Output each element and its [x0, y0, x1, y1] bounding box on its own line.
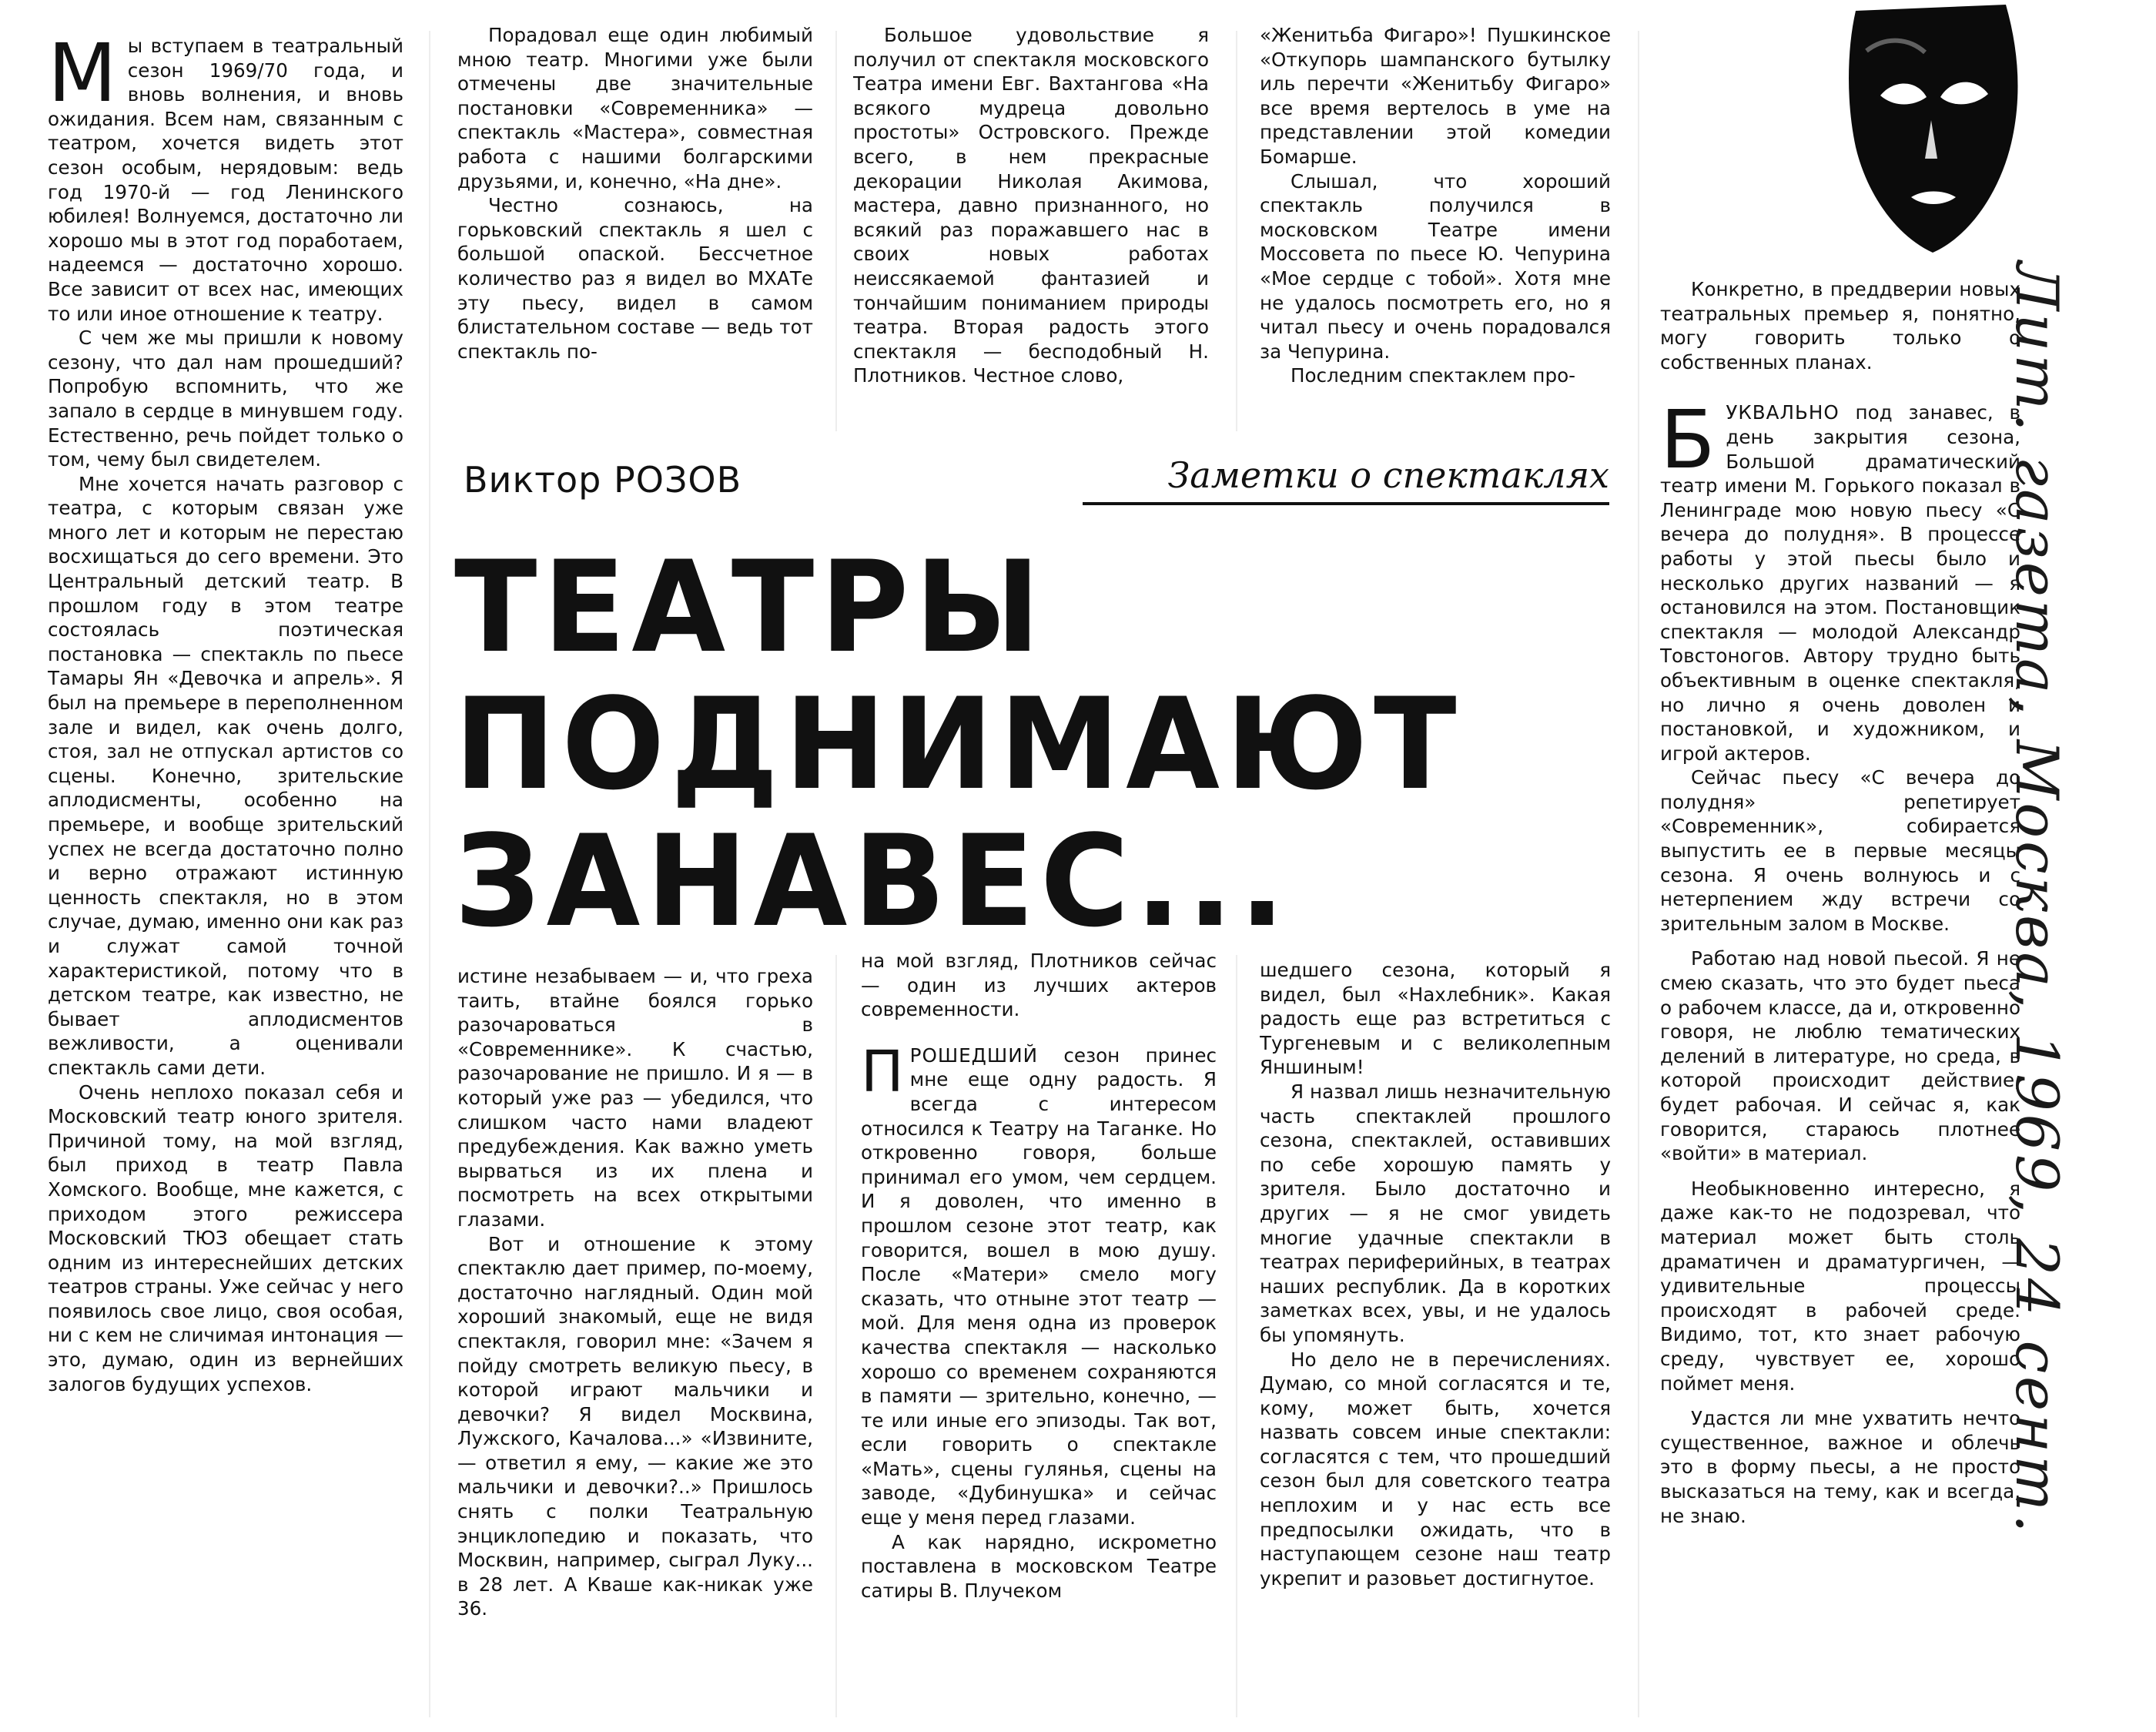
dropcap-letter: П — [861, 1038, 904, 1105]
column-4-bottom — [1260, 958, 1611, 1720]
paragraph: Честно сознаюсь, на горьковский спектакль я шел с большой опаской. Бессчетное количество раз я видел во МХАТе эту пьесу, видел в самом блистательном составе — ведь тот спектакль по- — [457, 194, 813, 363]
paragraph: Удастся ли мне ухватить нечто существенное, важное и облечь это в форму пьесы, а не просто высказаться на тему, как и всегда, не знаю. — [1660, 1407, 2020, 1527]
rubric: Заметки о спектаклях — [1083, 454, 1609, 505]
column-3-bottom — [861, 949, 1217, 1719]
paragraph: Последним спектаклем про- — [1291, 364, 1576, 387]
column-3-top — [853, 23, 1209, 424]
headline-line-2: ПОДНИМАЮТ — [454, 671, 1463, 818]
paragraph: Порадовал еще один любимый мною театр. Многими уже были отмечены две значительные постановки «Современника» — спектакль «Мастера», совместная работа с нашими болгарскими друзьями, и, конечно, «На дне». — [457, 24, 813, 193]
headline-line-1: ТЕАТРЫ — [454, 534, 1046, 681]
column-4-top — [1260, 23, 1611, 424]
column-2-bottom — [457, 964, 813, 1719]
dropcap-letter: М — [48, 34, 117, 120]
theatre-mask-illustration — [1840, 5, 2025, 255]
paragraph: истине незабываем — и, что греха таить, втайне боялся горько разочароваться в «Современнике». К счастью, разочарование не пришло. И я — в который уже раз — убедился, что слишком часто нами владеют предубеждения. Как важно уметь вырваться из их плена и посмотреть на всех открытыми глазами. — [457, 965, 813, 1231]
paragraph: Работаю над новой пьесой. Я не смею сказать, что это будет пьеса о рабочем классе, да и, откровенно говоря, не люблю тематических делений в литературе, но среда, в которой происходит действие, будет рабочая. И сейчас я, как говорится, стараюсь плотнее «войти» в материал. — [1660, 947, 2020, 1165]
paragraph: С чем же мы пришли к новому сезону, что дал нам прошедший? Попробую вспомнить, что же запало в сердце в минувшем году. Естественно, речь пойдет только о том, чему был свидетелем. — [48, 327, 403, 471]
paragraph: Большое удовольствие я получил от спектакля московского Театра имени Евг. Вахтангова «На всякого мудреца довольно простоты» Островского. Прежде всего, в нем прекрасные декорации Николая Акимова, мастера, давно признанного, но всякий раз поражавшего нас в своих новых работах неиссякаемой фантазией и тончайшим пониманием природы театра. Вторая радость этого спектакля — бесподобный Н. Плотников. Честное слово, — [853, 24, 1209, 387]
paragraph: Мне хочется начать разговор с театра, с которым связан уже много лет и которым не перестаю восхищаться до сего времени. Это Центральный детский театр. В прошлом году в этом театре состоялась поэтическая постановка — спектакль по пьесе Тамары Ян «Девочка и апрель». Я был на премьере в переполненном зале и видел, как очень долго, стоя, зал не отпускал артистов со сцены. Конечно, зрительские аплодисменты, особенно на премьере, и вообще зрительский успех не всегда достаточно полно и верно отражают истинную ценность спектакля, но в этом случае, думаю, именно они как раз и служат самой точной характеристикой, потому что в детском театре, как известно, не бывает аплодисментов вежливости, а оценивали спектакль сами дети. — [48, 472, 403, 1079]
paragraph: Мы вступаем в театральный сезон 1969/70 года, и вновь волнения, и вновь ожидания. Всем нам, связанным с театром, хочется видеть этот сезон особым, нерядовым: ведь год 1970-й — год Ленинского юбилея! Волнуемся, достаточно ли хорошо мы в этот год поработаем, надеемся — достаточно хорошо. Все зависит от всех нас, имеющих то или иное отношение к театру. — [48, 34, 403, 325]
paragraph: Конкретно, в преддверии новых театральных премьер я, понятно, могу говорить только о собственных планах. — [1660, 278, 2020, 374]
paragraph: на мой взгляд, Плотников сейчас — один из лучших актеров современности. — [861, 950, 1217, 1021]
paragraph: ПРОШЕДШИЙ сезон принес мне еще одну радость. Я всегда с интересом относился к Театру на Таганке. Но откровенно говоря, больше принимал его умом, чем сердцем. И я доволен, что именно в прошлом сезоне этот театр, как говорится, вошел в мою душу. После «Матери» смело могу сказать, что отныне этот театр — мой. Для меня одна из проверок качества спектакля — насколько хорошо со временем сохраняются в памяти — зрительно, конечно, — те или иные его эпизоды. Так вот, если говорить о спектакле «Мать», сцены гулянья, сцены на заводе, «Дубинушка» и сейчас еще у меня перед глазами. — [861, 1038, 1217, 1529]
headline — [454, 534, 1463, 955]
byline: Виктор РОЗОВ — [464, 459, 742, 501]
paragraph: Я назвал лишь незначительную часть спектаклей прошлого сезона, спектаклей, оставивших по себе хорошую память у зрителя. Было достаточно и других — я не смог увидеть многие удачные спектакли в театрах периферийных, в театрах наших республик. Да в коротких заметках всех, увы, и не удалось бы упомянуть. — [1260, 1080, 1611, 1346]
paragraph: А как нарядно, искрометно поставлена в московском Театре сатиры В. Плучеком — [861, 1530, 1217, 1602]
paragraph: Слышал, что хороший спектакль получился в московском Театре имени Моссовета по пьесе Ю. Чепурина «Мое сердце с тобой». Хотя мне не удалось посмотреть его, но я читал пьесу и очень порадовался за Чепурина. — [1260, 169, 1611, 363]
paragraph: Вот и отношение к этому спектаклю дает пример, по-моему, достаточно наглядный. Один мой хороший знакомый, еще не видя спектакля, говорил мне: «Зачем я пойду смотреть великую пьесу, в которой играют мальчики и девочки? Я видел Москвина, Лужского, Качалова...» «Извините, — ответил я ему, — какие же это мальчики и девочки?..» Пришлось снять с полки Театральную энциклопедию и показать, что Москвин, например, сыграл Луку... в 28 лет. А Кваше как-никак уже 36. — [457, 1232, 813, 1620]
column-2-top — [457, 23, 813, 424]
paragraph: шедшего сезона, который я видел, был «Нахлебник». Какая радость еще раз встретиться с Тургеневым и с великолепным Яншиным! — [1260, 959, 1611, 1079]
paragraph: «Женитьба Фигаро»! Пушкинское «Откупорь шампанского бутылку иль перечти «Женитьбу Фигаро» все время вертелось в уме на представлении этой комедии Бомарше. — [1260, 24, 1611, 168]
paragraph: Сейчас пьесу «С вечера до полудня» репетирует «Современник», собирается выпустить ее в первые месяцы сезона. Я очень волнуюсь и с нетерпением жду встречи со зрительным залом в Москве. — [1660, 766, 2020, 935]
paragraph: Но дело не в перечислениях. Думаю, со мной согласятся и те, кому, может быть, хочется назвать совсем иные спектакли: согласятся с тем, что прошедший сезон был для советского театра неплохим и у нас есть все предпосылки ожидать, что в наступающем сезоне наш театр укрепит и разовьет достигнутое. — [1260, 1348, 1611, 1590]
handwritten-source-note: Лит. газета, Москва, 1969, 24 сент. — [2003, 262, 2071, 1536]
paragraph: Очень неплохо показал себя и Московский театр юного зрителя. Причиной тому, на мой взгляд, был приход в театр Павла Хомского. Вообще, мне кажется, с приходом этого режиссера Московский ТЮЗ обещает стать одним из интереснейших детских театров страны. Уже сейчас у него появилось свое лицо, своя особая, ни с кем не сличимая интонация — это, думаю, один из вернейших залогов будущих успехов. — [48, 1080, 403, 1395]
column-5 — [1660, 277, 2020, 1725]
headline-line-3: ЗАНАВЕС... — [454, 808, 1291, 955]
column-1 — [48, 34, 403, 1720]
dropcap-letter: Б — [1660, 393, 1716, 487]
paragraph: Необыкновенно интересно, я даже как-то не подозревал, что материал может быть столь драматичен и драматургичен, — удивительные процессы происходят в рабочей среде. Видимо, тот, кто знает рабочую среду, чувствует ее, хорошо поймет меня. — [1660, 1177, 2020, 1395]
paragraph: БУКВАЛЬНО под занавес, в день закрытия сезона, Большой драматический театр имени М. Горького показал в Ленинграде мою новую пьесу «С вечера до полудня». В процессе работы у этой пьесы было и несколько других названий — я остановился на этом. Постановщик спектакля — молодой Александр Товстоногов. Автору трудно быть объективным в оценке спектакля, но лично я очень доволен и постановкой, и художником, и игрой актеров. — [1660, 393, 2020, 765]
